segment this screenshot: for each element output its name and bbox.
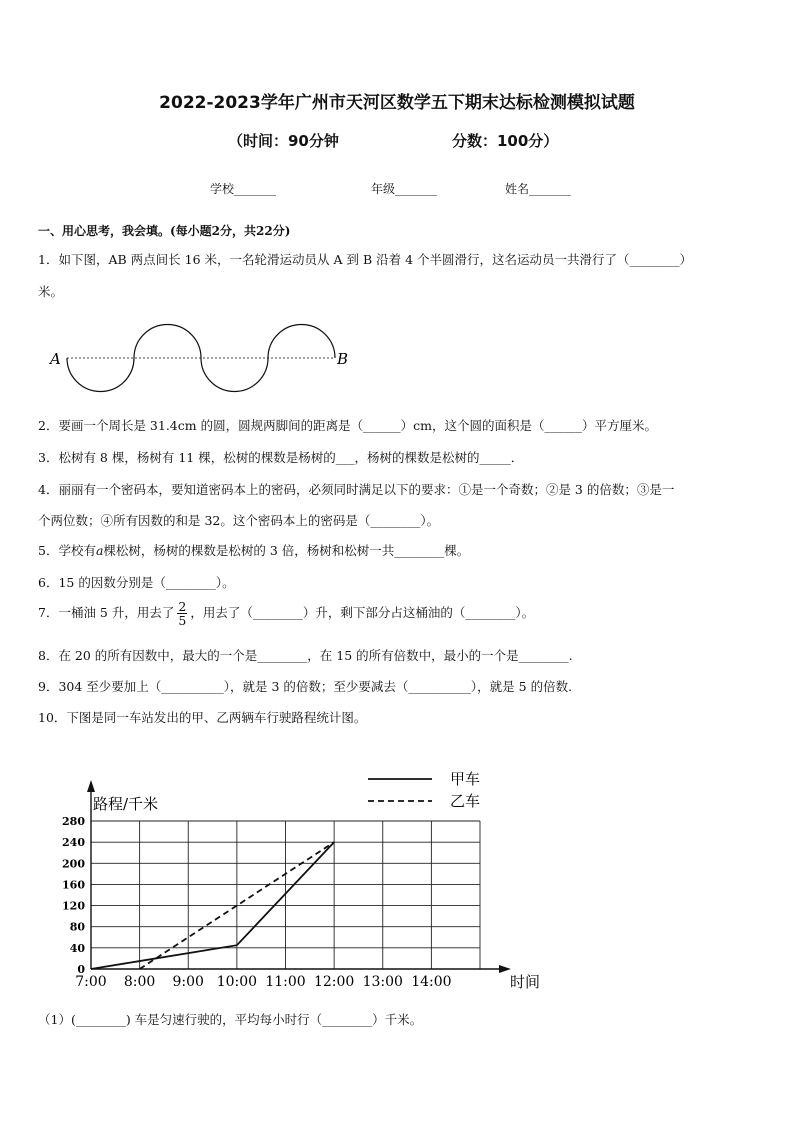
fraction-two-fifths <box>177 600 187 627</box>
question-4-line-2: 个两位数；④所有因数的和是 32。这个密码本上的密码是（________）。 <box>38 513 440 528</box>
y-tick-label: 0 <box>77 963 85 976</box>
y-axis-label: 路程/千米 <box>93 795 159 813</box>
legend-label: 甲车 <box>450 770 481 788</box>
y-tick-label: 280 <box>62 815 85 828</box>
y-tick-label: 240 <box>62 836 85 850</box>
x-tick-label: 10:00 <box>216 974 258 990</box>
x-tick-labels <box>75 974 451 990</box>
x-tick-label: 9:00 <box>172 974 204 990</box>
legend-label: 乙车 <box>450 792 481 810</box>
question-2: 2．要画一个周长是 31.4cm 的圆，圆规两脚间的距离是（______）cm，这个圆的面积是（______）平方厘米。 <box>38 418 657 433</box>
chart-grid <box>91 821 480 969</box>
question-9: 9．304 至少要加上（__________），就是 3 的倍数；至少要减去（__________），就是 5 的倍数. <box>38 679 573 694</box>
section-heading: 一、用心思考，我会填。(每小题2分，共22分) <box>38 224 291 238</box>
question-7-text-a: 7．一桶油 5 升，用去了 <box>38 605 175 620</box>
question-3: 3．松树有 8 棵，杨树有 11 棵，松树的棵数是杨树的___，杨树的棵数是松树的_____． <box>38 450 524 465</box>
x-tick-label: 8:00 <box>123 974 156 990</box>
x-axis-label: 时间 <box>510 973 541 991</box>
exam-time: （时间：90分钟 <box>228 132 339 150</box>
question-8: 8．在 20 的所有因数中，最大的一个是________，在 15 的所有倍数中，最小的一个是________. <box>38 648 573 663</box>
question-1-line-2: 米。 <box>38 284 64 299</box>
y-tick-label: 120 <box>62 899 85 913</box>
x-tick-label: 11:00 <box>265 974 306 990</box>
question-6: 6．15 的因数分别是（________）。 <box>38 575 235 590</box>
name-field[interactable]: 姓名_______ <box>505 182 572 196</box>
y-axis-arrow <box>87 780 95 792</box>
question-10-part-1: （1）(________) 车是匀速行驶的，平均每小时行（________）千米。 <box>38 1012 423 1027</box>
question-10: 10．下图是同一车站发出的甲、乙两辆车行驶路程统计图。 <box>38 710 367 725</box>
distance-time-chart <box>55 760 555 995</box>
x-axis-arrow <box>499 965 511 973</box>
x-tick-label: 14:00 <box>411 974 452 990</box>
exam-score: 分数：100分） <box>452 132 559 150</box>
question-5 <box>38 541 469 559</box>
page-title: 2022-2023学年广州市天河区数学五下期末达标检测模拟试题 <box>159 93 635 113</box>
semicircle-path-figure <box>40 310 370 405</box>
y-tick-label: 40 <box>69 941 85 955</box>
y-tick-label: 160 <box>62 878 85 892</box>
question-7-text-b: ，用去了（________）升，剩下部分占这桶油的（________）。 <box>190 605 535 620</box>
x-tick-label: 13:00 <box>362 974 403 990</box>
y-tick-labels <box>62 815 85 976</box>
grade-field[interactable]: 年级_______ <box>371 182 438 196</box>
point-b-label: B <box>337 350 349 368</box>
question-5-variable: a <box>95 543 104 558</box>
question-5-text-b: 棵松树，杨树的棵数是松树的 3 倍，杨树和松树一共________棵。 <box>103 543 470 558</box>
x-tick-label: 7:00 <box>75 974 107 990</box>
question-4-line-1: 4．丽丽有一个密码本，要知道密码本上的密码，必须同时满足以下的要求：①是一个奇数；②是 3 的倍数；③是一 <box>38 482 675 497</box>
school-field[interactable]: 学校_______ <box>210 182 277 196</box>
chart-legend <box>368 770 480 810</box>
question-7 <box>38 600 534 627</box>
point-a-label: A <box>50 350 61 368</box>
question-1-line-1: 1．如下图，AB 两点间长 16 米，一名轮滑运动员从 A 到 B 沿着 4 个半圆滑行，这名运动员一共滑行了（________） <box>38 252 692 267</box>
fraction-denominator: 5 <box>178 613 187 628</box>
x-tick-label: 12:00 <box>313 974 355 990</box>
question-5-text-a: 5．学校有 <box>38 543 96 558</box>
y-tick-label: 80 <box>69 920 85 934</box>
fraction-numerator: 2 <box>178 599 187 614</box>
y-tick-label: 200 <box>62 857 85 871</box>
